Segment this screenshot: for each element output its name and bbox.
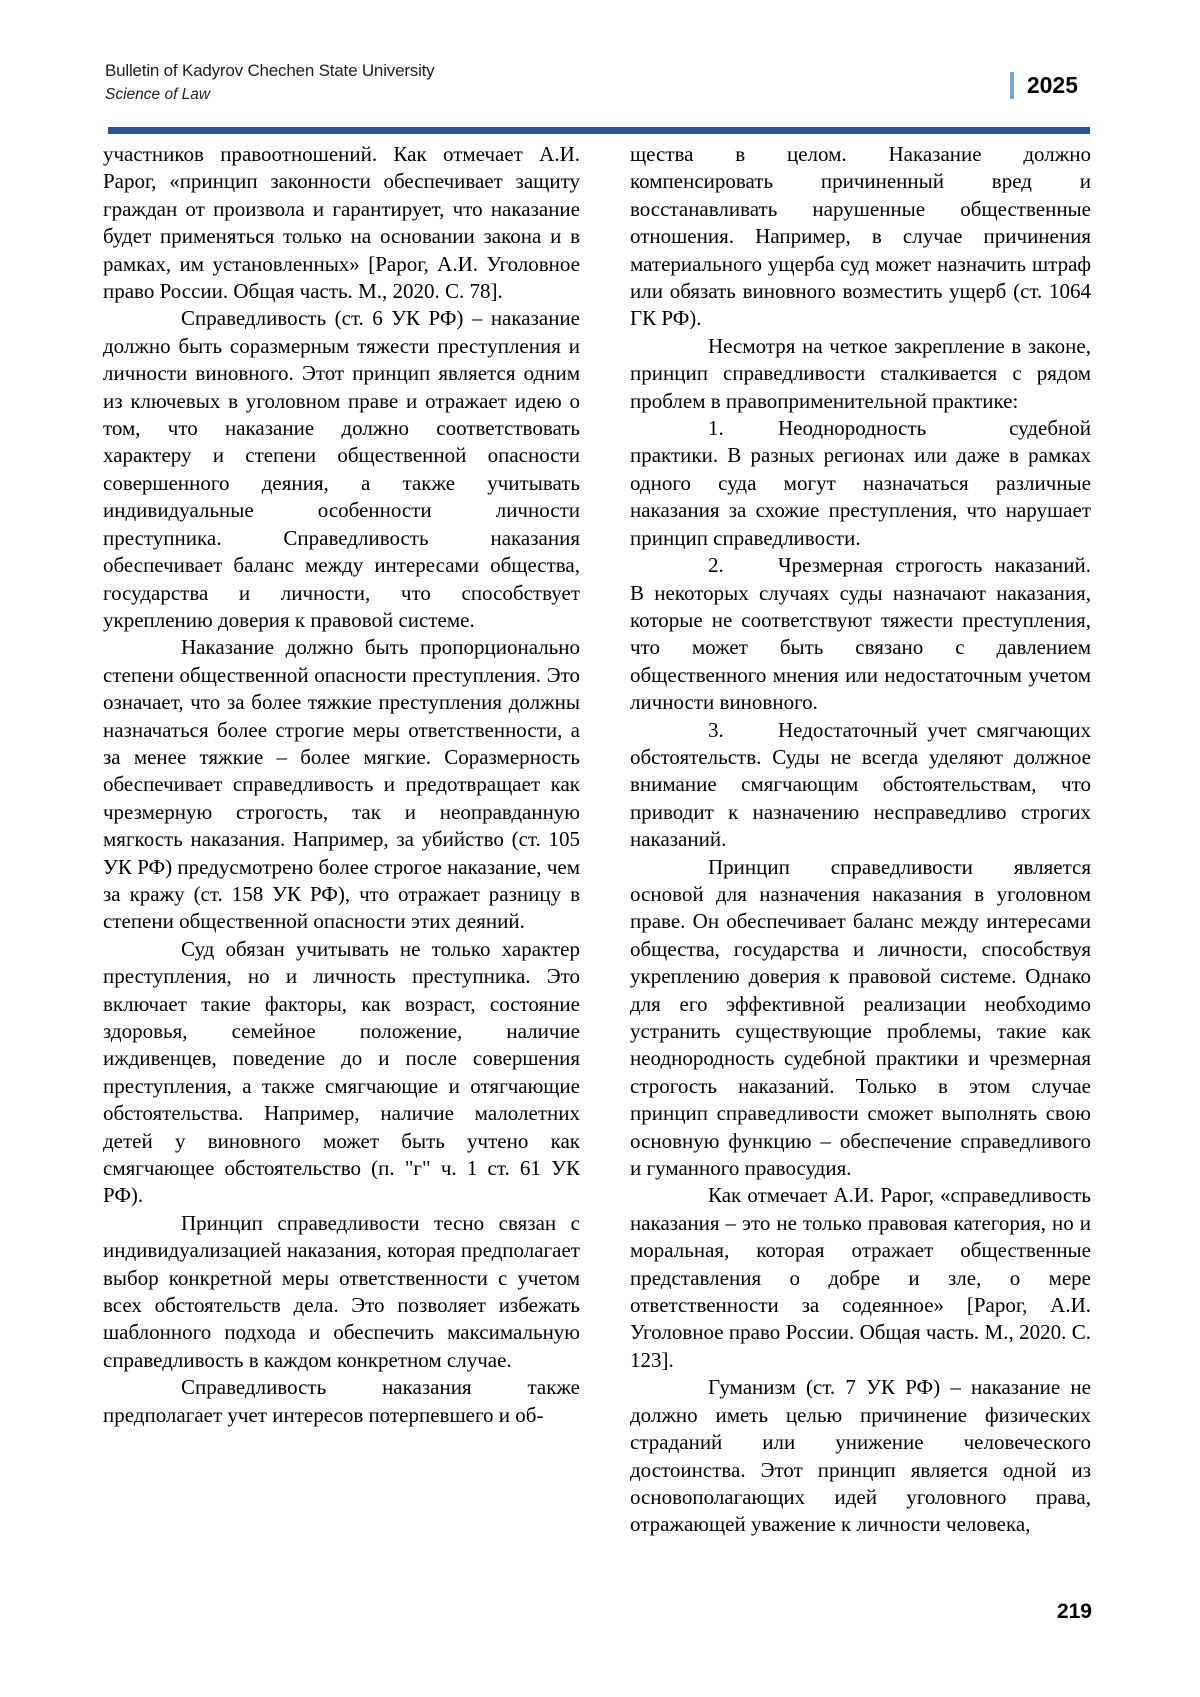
paragraph: Наказание должно быть пропорционально степени общественной опасности преступления. Это означает, что за более тяжкие преступления должны назначаться более строгие меры ответственности, а за менее тяжкие – более мягкие. Соразмерность обеспечивает справедливость и предотвращает как чрезмерную строгость, так и неоправданную мягкость наказания. Например, за убийство (ст. 105 УК РФ) предусмотрено более строгое наказание, чем за кражу (ст. 158 УК РФ), что отражает разницу в степени общественной опасности этих деяний.: [103, 635, 580, 934]
journal-title: Bulletin of Kadyrov Chechen State University: [105, 61, 435, 80]
paragraph: щества в целом. Наказание должно компенсировать причиненный вред и восстанавливать нарушенные общественные отношения. Например, в случае причинения материального ущерба суд может назначить штраф или обязать виновного возместить ущерб (ст. 1064 ГК РФ).: [630, 142, 1091, 331]
paragraph: Справедливость (ст. 6 УК РФ) – наказание должно быть соразмерным тяжести преступления и личности виновного. Этот принцип является одним из ключевых в уголовном праве и отражает идею о том, что наказание должно соответствовать характеру и степени общественной опасности совершенного деяния, а также учитывать индивидуальные особенности личности преступника. Справедливость наказания обеспечивает баланс между интересами общества, государства и личности, что способствует укреплению доверия к правовой системе.: [103, 306, 580, 632]
list-number: 2.: [708, 553, 724, 578]
paragraph: Принцип справедливости тесно связан с индивидуализацией наказания, которая предполагает выбор конкретной меры ответственности с учетом всех обстоятельств дела. Это позволяет избежать шаблонного подхода и обеспечить максимальную справедливость в каждом конкретном случае.: [103, 1210, 580, 1372]
paragraph: Суд обязан учитывать не только характер преступления, но и личность преступника. Это включает такие факторы, как возраст, состояние здоровья, семейное положение, наличие иждивенцев, поведение до и после совершения преступления, а также смягчающие и отягчающие обстоятельства. Например, наличие малолетних детей у виновного может быть учтено как смягчающее обстоятельство (п. "г" ч. 1 ст. 61 УК РФ).: [103, 936, 580, 1208]
paragraph: Несмотря на четкое закрепление в законе, принцип справедливости сталкивается с рядом проблем в правоприменительной практике:: [630, 333, 1091, 413]
paragraph: Принцип справедливости является основой для назначения наказания в уголовном праве. Он обеспечивает баланс между интересами общества, государства и личности, способствуя укреплению доверия к правовой системе. Однако для его эффективной реализации необходимо устранить существующие проблемы, такие как неоднородность судебной практики и чрезмерная строгость наказаний. Только в этом случае принцип справедливости сможет выполнять свою основную функцию – обеспечение справедливого и гуманного правосудия.: [630, 854, 1091, 1181]
paragraph: Гуманизм (ст. 7 УК РФ) – наказание не должно иметь целью причинение физических страданий или унижение человеческого достоинства. Этот принцип является одной из основополагающих идей уголовного права, отражающей уважение к личности человека,: [630, 1375, 1091, 1537]
paragraph: Справедливость наказания также предполагает учет интересов потерпевшего и об-: [103, 1375, 580, 1427]
year-label: 2025: [1026, 72, 1078, 98]
article-body: [103, 141, 1091, 1539]
paragraph: участников правоотношений. Как отмечает А.И. Рарог, «принцип законности обеспечивает защиту граждан от произвола и гарантирует, что наказание будет применяться только на основании закона и в рамках, им установленных» [Рарог, А.И. Уголовное право России. Общая часть. М., 2020. С. 78].: [103, 142, 580, 304]
numbered-paragraph: [630, 415, 1091, 552]
numbered-paragraph: [630, 717, 1091, 854]
list-text: Неоднородность судебной практики. В разных регионах или даже в рамках одного суда могут назначаться различные наказания за схожие преступления, что нарушает принцип справедливости.: [630, 416, 1091, 550]
list-text: Чрезмерная строгость наказаний. В некоторых случаях суды назначают наказания, которые не соответствуют тяжести преступления, что может быть связано с давлением общественного мнения или недостаточным учетом личности виновного.: [630, 553, 1091, 715]
page-number: 219: [1056, 1600, 1092, 1623]
text-column-right: [630, 141, 1091, 1539]
year-block: [1010, 72, 1078, 99]
journal-subtitle: Science of Law: [105, 86, 211, 103]
page-header: [105, 60, 1092, 105]
header-rule: [108, 127, 1090, 134]
list-number: 3.: [708, 717, 724, 742]
numbered-paragraph: [630, 552, 1091, 716]
paragraph: Как отмечает А.И. Рарог, «справедливость наказания – это не только правовая категория, но и моральная, которая отражает общественные представления о добре и зле, о мере ответственности за содеянное» [Рарог, А.И. Уголовное право России. Общая часть. М., 2020. С. 123].: [630, 1183, 1091, 1372]
list-number: 1.: [708, 416, 724, 441]
list-text: Недостаточный учет смягчающих обстоятельств. Суды не всегда уделяют должное внимание смягчающим обстоятельствам, что приводит к назначению несправедливо строгих наказаний.: [630, 717, 1091, 852]
year-accent-bar: [1010, 72, 1014, 99]
text-column-left: [103, 141, 580, 1539]
